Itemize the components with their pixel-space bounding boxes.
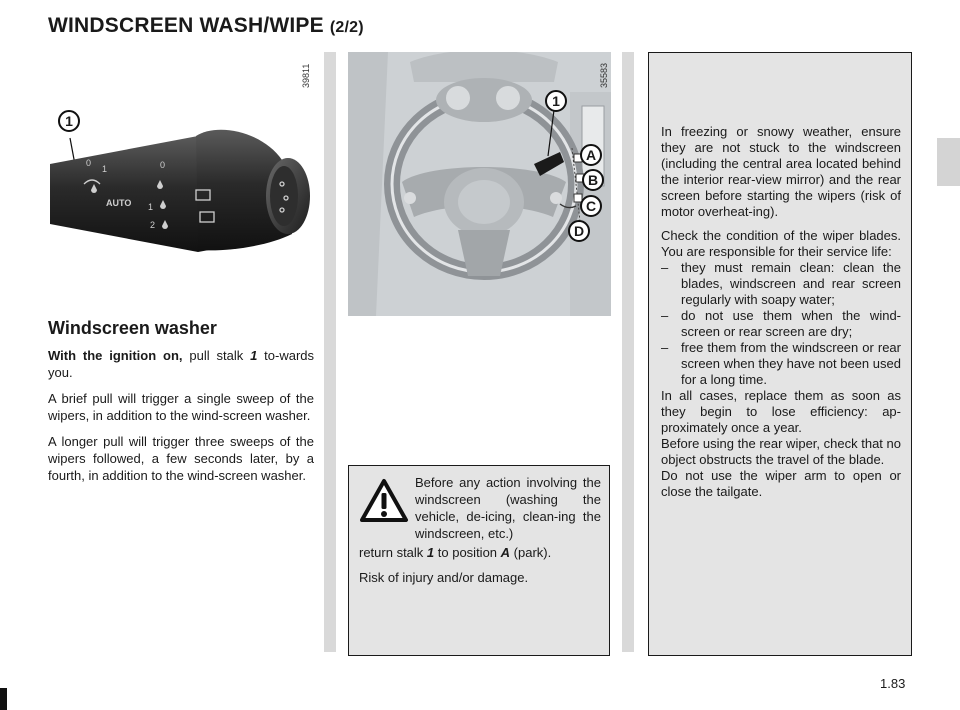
auto-label: AUTO [106, 198, 132, 208]
corner-marker [0, 688, 7, 710]
warning-lead-text: Before any action involving the windscreen (washing the vehicle, de-icing, clean-ing the windscreen, etc.) [415, 475, 601, 541]
info-box [648, 52, 912, 656]
title-main: WINDSCREEN WASH/WIPE [48, 14, 324, 37]
position-callout-b: B [582, 169, 604, 191]
stalk-figure-ref: 39811 [301, 63, 311, 88]
warning-continuation [359, 544, 603, 561]
washer-paragraph-1 [48, 347, 314, 381]
warning-box [348, 465, 610, 656]
stalk-drawing [48, 52, 324, 307]
position-callout-a: A [580, 144, 602, 166]
dashboard-illustration [348, 52, 611, 316]
stalk-illustration [48, 52, 324, 307]
column-gutter-right [622, 52, 634, 652]
bullet-dash: – [661, 260, 669, 275]
warning-stalk-ref: 1 [426, 545, 435, 560]
svg-text:0: 0 [160, 160, 166, 170]
position-callout-d: D [568, 220, 590, 242]
page-title [48, 14, 364, 38]
bullet-dash: – [661, 308, 669, 323]
bullet-dash: – [661, 340, 669, 355]
warning-position-ref: A [500, 545, 511, 560]
page-number: 1.83 [880, 676, 906, 691]
stalk-ref: 1 [250, 348, 258, 363]
bullet-text: free them from the windscreen or rear screen when they have not been used for a long time. [681, 340, 901, 387]
stalk-callout-1: 1 [58, 110, 80, 132]
info-paragraph-1: In freezing or snowy weather, ensure they are not stuck to the windscreen (including the central area located behind the interior rear-view mirror) and the rear screen before starting the wipers (risk of motor overheat-ing). [661, 124, 901, 219]
washer-p1-b: to-wards you. [48, 348, 314, 380]
warning-cont-a: return stalk [359, 545, 427, 560]
washer-paragraph-3: A longer pull will trigger three sweeps of the wipers followed, a few seconds later, by a fourth, in addition to the wind-screen washer. [48, 434, 314, 483]
info-paragraph-2: Check the condition of the wiper blades. You are responsible for their service life: [661, 228, 901, 259]
warning-risk-text: Risk of injury and/or damage. [359, 570, 529, 585]
svg-text:1: 1 [102, 164, 108, 174]
washer-section [48, 318, 314, 493]
warning-triangle-icon [359, 478, 409, 524]
ignition-note: With the ignition on, [48, 348, 183, 363]
dashboard-figure-ref: 35583 [599, 62, 609, 88]
chapter-tab-marker [937, 138, 960, 186]
warning-cont-c: (park). [510, 545, 552, 560]
info-content [661, 124, 901, 500]
info-bullet-2 [661, 308, 901, 340]
column-gutter-left [324, 52, 336, 652]
info-paragraph-4: Before using the rear wiper, check that no object obstructs the travel of the blade. [661, 436, 901, 467]
svg-text:1: 1 [148, 202, 154, 212]
info-paragraph-5: Do not use the wiper arm to open or close the tailgate. [661, 468, 901, 499]
bullet-text: do not use them when the wind-screen or rear screen are dry; [681, 308, 901, 339]
position-callout-c: C [580, 195, 602, 217]
svg-text:2: 2 [150, 220, 156, 230]
warning-cont-b: to position [434, 545, 501, 560]
dashboard-drawing [348, 52, 611, 316]
info-bullet-1 [661, 260, 901, 308]
bullet-text: they must remain clean: clean the blades, windscreen and rear screen regularly with soapy water; [681, 260, 901, 307]
title-suffix: (2/2) [329, 19, 364, 36]
washer-p1-a: pull stalk [182, 348, 251, 363]
dashboard-callout-1: 1 [545, 90, 567, 112]
washer-paragraph-2: A brief pull will trigger a single sweep of the wipers, in addition to the wind-screen washer. [48, 391, 314, 423]
washer-heading: Windscreen washer [48, 318, 217, 338]
svg-text:0: 0 [86, 158, 92, 168]
info-bullet-3 [661, 340, 901, 388]
info-paragraph-3: In all cases, replace them as soon as they begin to lose efficiency: ap-proximately once a year. [661, 388, 901, 435]
